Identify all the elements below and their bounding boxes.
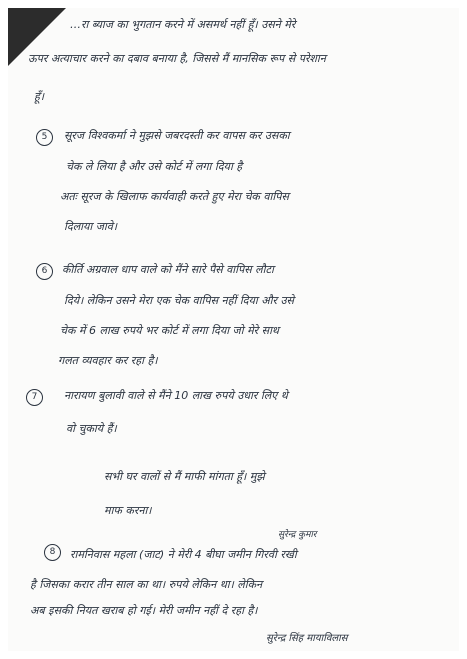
point-7-line-4: माफ करना। [104,504,152,517]
point-8-line-3: अब इसकी नियत खराब हो गई। मेरी जमीन नहीं दे रहा है। [30,604,258,617]
line-2: ऊपर अत्याचार करने का दबाव बनाया है, जिससे मैं मानसिक रूप से परेशान [28,52,326,65]
point-7-line-2: वो चुकाये हैं। [66,422,117,435]
line-3: हूँ। [34,90,45,103]
signature: सुरेन्द्र सिंह मायाविलास [266,633,348,644]
line-1: …रा ब्याज का भुगतान करने में असमर्थ नहीं हूँ। उसने मेरे [70,18,296,31]
handwritten-annotation: सुरेन्द्र कुमार [278,530,317,540]
point-7-line-1: नारायण बुलावी वाले से मैंने 10 लाख रुपये उधार लिए थे [64,389,288,402]
point-5-line-1: सूरज विश्वकर्मा ने मुझसे जबरदस्ती कर वापस कर उसका [64,129,290,142]
point-number-7: 7 [26,389,43,406]
point-7-line-3: सभी घर वालों से मैं माफी मांगता हूँ। मुझे [104,470,265,483]
point-number-5: 5 [36,129,53,146]
handwritten-page [8,8,459,651]
point-number-8: 8 [44,544,61,561]
point-5-line-4: दिलाया जावे। [64,220,118,233]
point-8-line-1: रामनिवास महला (जाट) ने मेरी 4 बीघा जमीन गिरवी रखी [70,548,297,561]
point-number-6: 6 [36,263,53,280]
point-8-line-2: है जिसका करार तीन साल का था। रुपये लेकिन था। लेकिन [30,578,263,591]
point-6-line-2: दिये। लेकिन उसने मेरा एक चेक वापिस नहीं दिया और उसे [64,294,294,307]
point-6-line-3: चेक में 6 लाख रुपये भर कोर्ट में लगा दिया जो मेरे साथ [60,324,279,337]
point-5-line-3: अतः सूरज के खिलाफ कार्यवाही करते हुए मेरा चेक वापिस [60,190,289,203]
point-5-line-2: चेक ले लिया है और उसे कोर्ट में लगा दिया है [66,160,243,173]
point-6-line-1: कीर्ति अग्रवाल धाप वाले को मैंने सारे पैसे वापिस लौटा [62,263,274,276]
point-6-line-4: गलत व्यवहार कर रहा है। [58,354,158,367]
